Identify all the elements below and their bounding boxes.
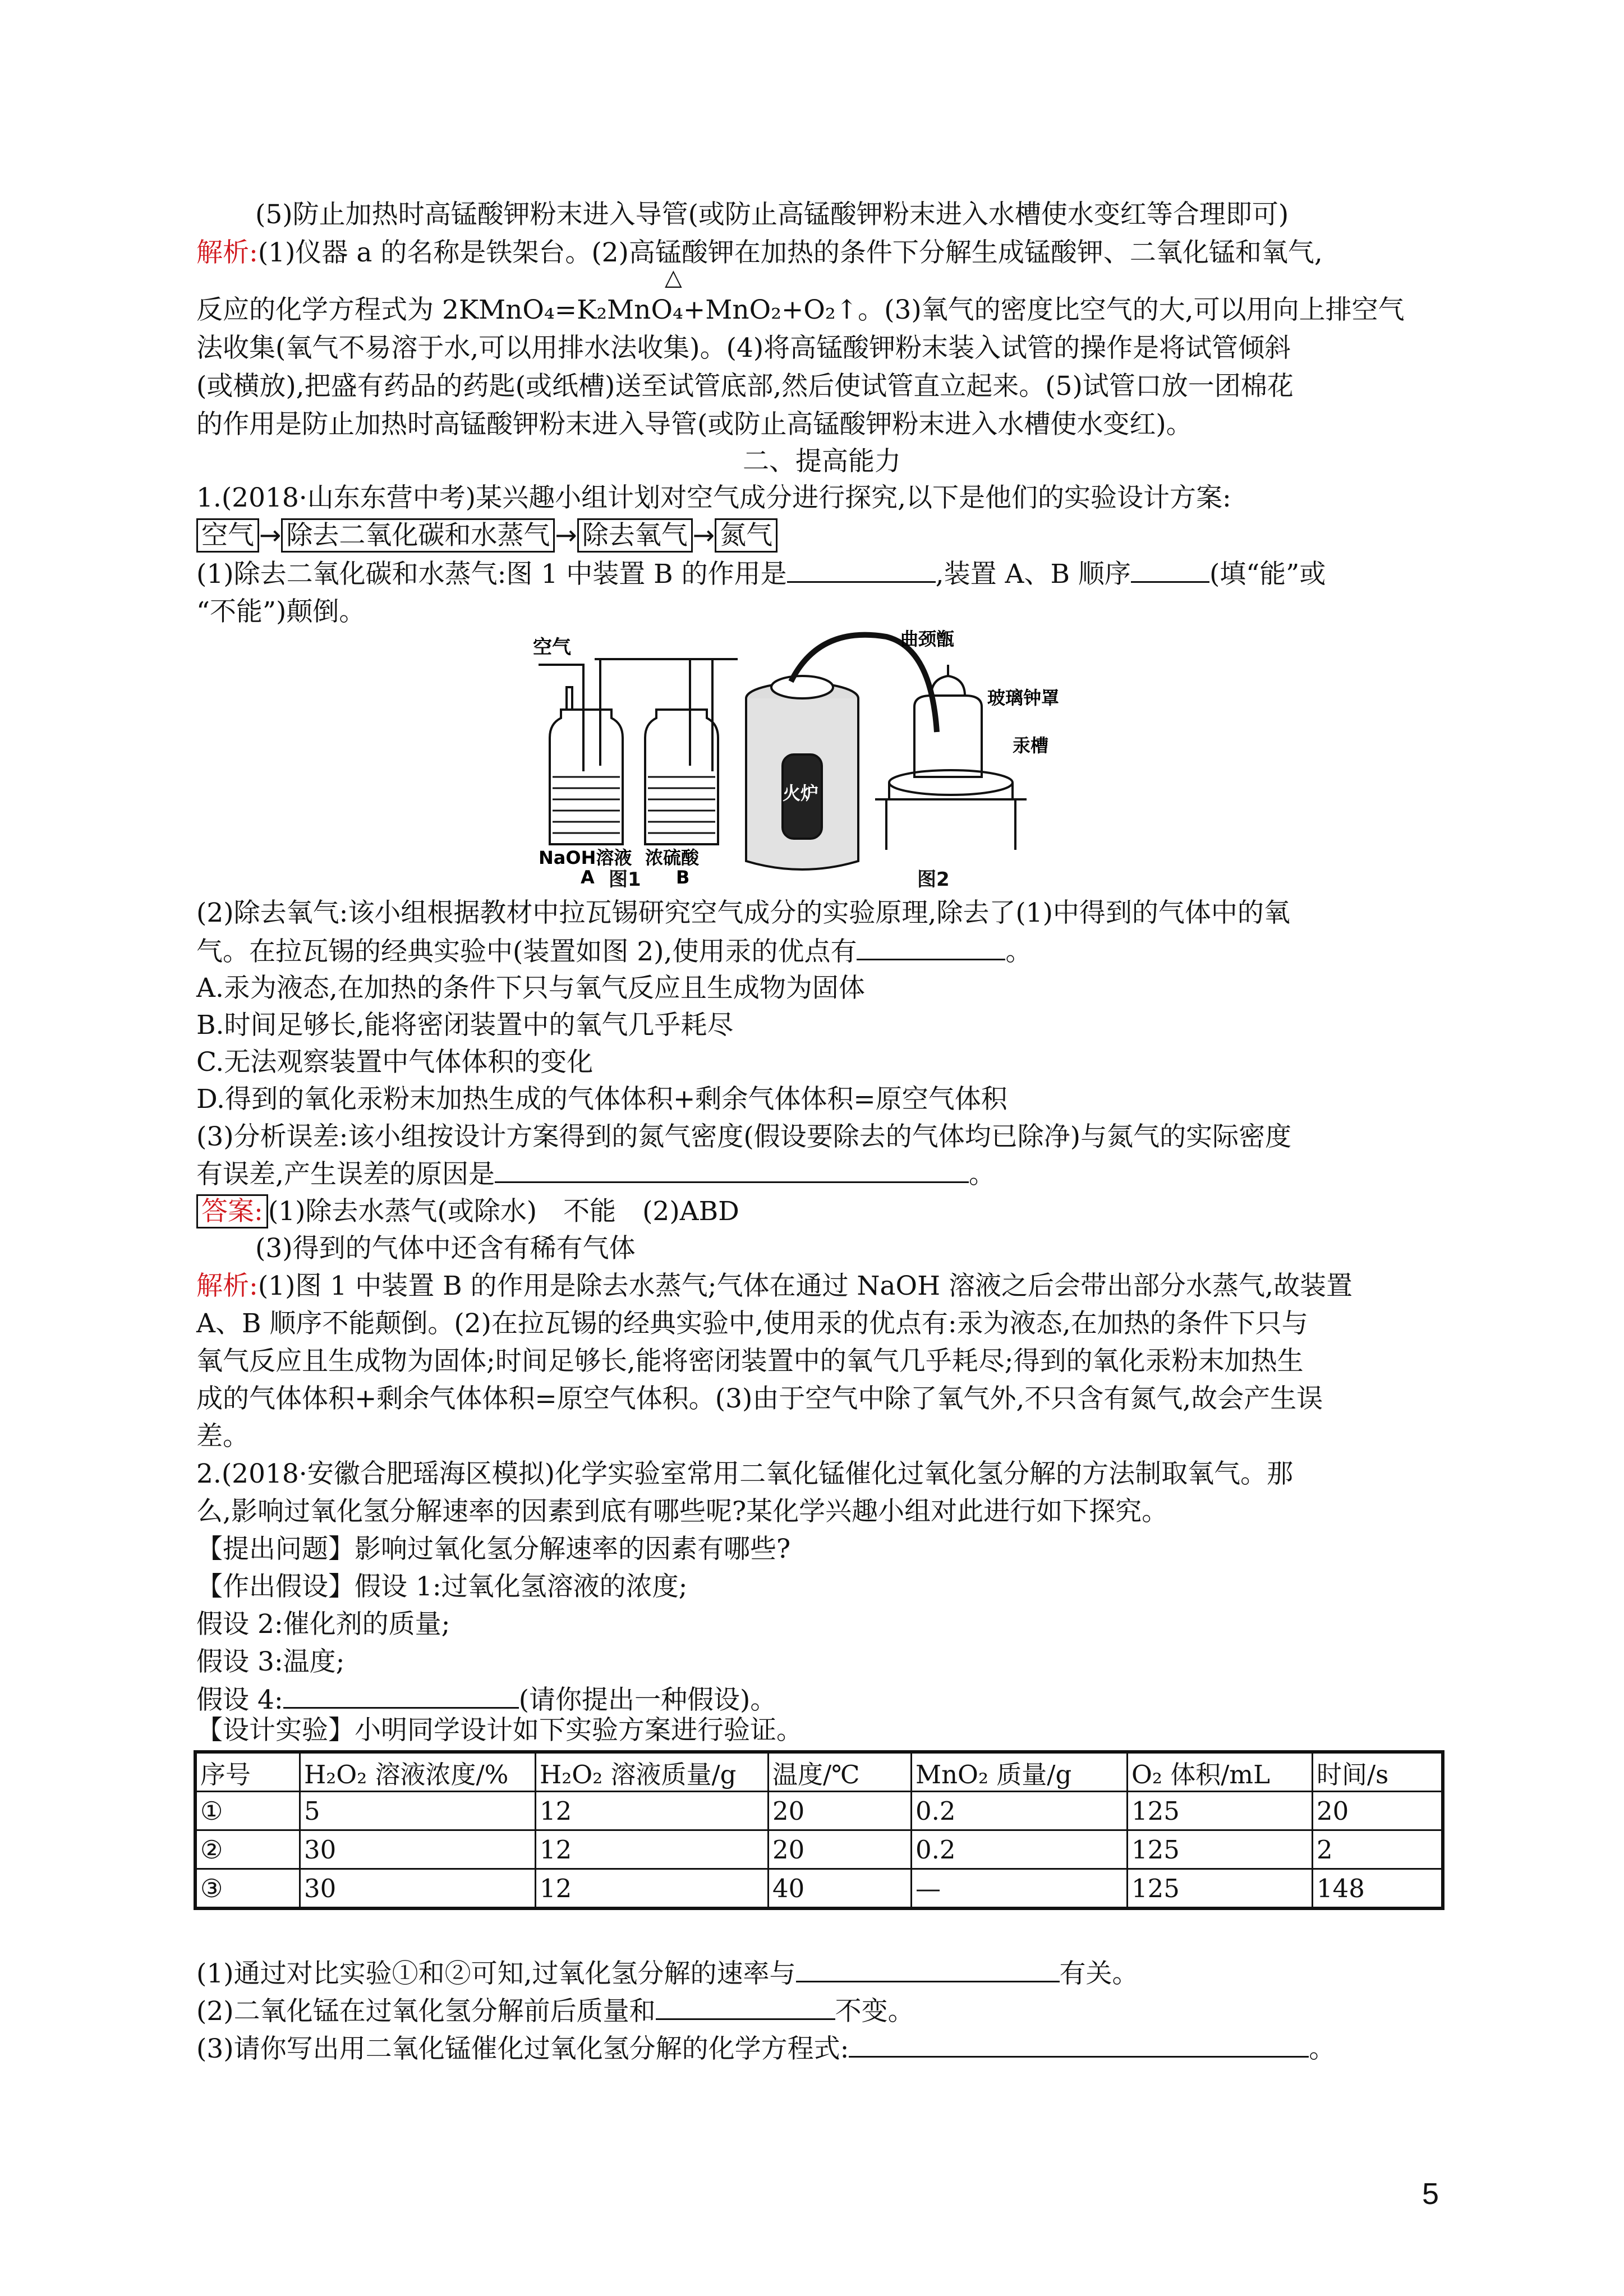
arrow-icon: → — [259, 520, 282, 551]
table-cell: 20 — [769, 1792, 912, 1830]
text-line: 法收集(氧气不易溶于水,可以用排水法收集)。(4)将高锰酸钾粉末装入试管的操作是将试管倾斜 — [196, 333, 1291, 364]
table-cell: ② — [195, 1830, 300, 1869]
answer-blank[interactable] — [849, 2030, 1309, 2058]
answer-blank[interactable] — [495, 1156, 969, 1183]
table-header: 时间/s — [1313, 1752, 1443, 1792]
table-cell: 20 — [769, 1830, 912, 1869]
table-cell: 40 — [769, 1869, 912, 1909]
text-line: 【设计实验】小明同学设计如下实验方案进行验证。 — [196, 1715, 803, 1746]
text-line: 差。 — [196, 1421, 249, 1452]
figure-1-caption: 图1 — [609, 868, 641, 891]
text-line: (5)防止加热时高锰酸钾粉末进入导管(或防止高锰酸钾粉末进入水槽使水变红等合理即可) — [255, 199, 1289, 230]
text-part: (1)除去二氧化碳和水蒸气:图 1 中装置 B 的作用是 — [196, 559, 787, 590]
arrow-icon: → — [555, 520, 577, 551]
text-part: (请你提出一种假设)。 — [518, 1685, 777, 1715]
label-naoh: NaOH溶液 — [539, 847, 632, 868]
table-row — [195, 1830, 1443, 1869]
table-header: MnO₂ 质量/g — [912, 1752, 1128, 1792]
answer-label: 答案: — [196, 1194, 268, 1228]
text-line: 反应的化学方程式为 2KMnO₄=K₂MnO₄+MnO₂+O₂↑。(3)氧气的密度比空气的大,可以用向上排空气 — [196, 295, 1405, 325]
text-part: 不变。 — [835, 1996, 914, 2027]
table-header: O₂ 体积/mL — [1128, 1752, 1313, 1792]
text-line: (或横放),把盛有药品的药匙(或纸槽)送至试管底部,然后使试管直立起来。(5)试管口放一团棉花 — [196, 371, 1294, 402]
heat-symbol: △ — [665, 265, 682, 291]
flow-step-nitrogen: 氮气 — [715, 518, 778, 553]
table-cell: 5 — [300, 1792, 536, 1830]
text-part: ,装置 A、B 顺序 — [935, 559, 1131, 590]
table-cell: 12 — [536, 1830, 769, 1869]
table-header-row — [195, 1752, 1443, 1792]
question-1: 1.(2018·山东东营中考)某兴趣小组计划对空气成分进行探究,以下是他们的实验设计方案: — [196, 482, 1231, 513]
table-cell: 12 — [536, 1869, 769, 1909]
table-cell: — — [912, 1869, 1128, 1909]
question-1-3 — [196, 1156, 1447, 1193]
text-line: 氧气反应且生成物为固体;时间足够长,能将密闭装置中的氧气几乎耗尽;得到的氧化汞粉末加热生 — [196, 1346, 1304, 1377]
table-cell: 0.2 — [912, 1830, 1128, 1869]
analysis-text: (1)仪器 a 的名称是铁架台。(2)高锰酸钾在加热的条件下分解生成锰酸钾、二氧化锰和氧气, — [257, 237, 1323, 268]
answer-blank[interactable] — [787, 555, 936, 583]
text-line: 假设 3:温度; — [196, 1646, 345, 1677]
text-part: 气。在拉瓦锡的经典实验中(装置如图 2),使用汞的优点有 — [196, 936, 857, 967]
table-cell: 2 — [1313, 1830, 1443, 1869]
table-cell: 125 — [1128, 1830, 1313, 1869]
text-part: (2)二氧化锰在过氧化氢分解前后质量和 — [196, 1996, 656, 2027]
text-part: 。 — [968, 1159, 995, 1190]
figure-2-caption: 图2 — [917, 868, 950, 891]
option-b: B.时间足够长,能将密闭装置中的氧气几乎耗尽 — [196, 1010, 734, 1041]
table-cell: ③ — [195, 1869, 300, 1909]
question-2-3 — [196, 2030, 1447, 2068]
label-a: A — [581, 867, 595, 888]
table-header: H₂O₂ 溶液浓度/% — [300, 1752, 536, 1792]
page-number: 5 — [1421, 2177, 1439, 2211]
option-a: A.汞为液态,在加热的条件下只与氧气反应且生成物为固体 — [196, 973, 865, 1004]
label-acid: 浓硫酸 — [645, 847, 700, 868]
option-d: D.得到的氧化汞粉末加热生成的气体体积+剩余气体体积=原空气体积 — [196, 1084, 1007, 1115]
label-trough: 汞槽 — [1013, 735, 1049, 756]
table-row — [195, 1792, 1443, 1830]
table-cell: 125 — [1128, 1792, 1313, 1830]
text-line: 的作用是防止加热时高锰酸钾粉末进入导管(或防止高锰酸钾粉末进入水槽使水变红)。 — [196, 409, 1193, 440]
text-part: (3)请你写出用二氧化锰催化过氧化氢分解的化学方程式: — [196, 2033, 849, 2064]
arrow-icon: → — [692, 520, 715, 551]
text-line: 【作出假设】假设 1:过氧化氢溶液的浓度; — [196, 1571, 688, 1602]
label-bell-jar: 玻璃钟罩 — [987, 687, 1060, 708]
answer-text: (1)除去水蒸气(或除水) 不能 (2)ABD — [268, 1196, 739, 1227]
question-2: 2.(2018·安徽合肥瑶海区模拟)化学实验室常用二氧化锰催化过氧化氢分解的方法制取氧气。那 — [196, 1458, 1294, 1489]
text-line: 【提出问题】影响过氧化氢分解速率的因素有哪些? — [196, 1534, 791, 1565]
text-line: 假设 2:催化剂的质量; — [196, 1609, 450, 1640]
text-line: (3)分析误差:该小组按设计方案得到的氮气密度(假设要除去的气体均已除净)与氮气的实际密度 — [196, 1121, 1292, 1152]
option-c: C.无法观察装置中气体体积的变化 — [196, 1047, 594, 1078]
question-1-2 — [196, 933, 1447, 970]
answer-blank[interactable] — [283, 1681, 519, 1709]
table-cell: 30 — [300, 1869, 536, 1909]
table-row — [195, 1869, 1443, 1909]
question-2-2 — [196, 1993, 1447, 2030]
text-part: 假设 4: — [196, 1685, 283, 1715]
text-part: 。 — [1309, 2033, 1336, 2064]
table-cell: 148 — [1313, 1869, 1443, 1909]
text-line: A、B 顺序不能颠倒。(2)在拉瓦锡的经典实验中,使用汞的优点有:汞为液态,在加热的条件下只与 — [196, 1308, 1308, 1339]
table-cell: 20 — [1313, 1792, 1443, 1830]
table-header: H₂O₂ 溶液质量/g — [536, 1752, 769, 1792]
label-furnace: 火炉 — [783, 783, 819, 804]
table-cell: 12 — [536, 1792, 769, 1830]
label-air: 空气 — [533, 636, 571, 659]
label-retort: 曲颈甑 — [900, 628, 955, 650]
table-cell: 125 — [1128, 1869, 1313, 1909]
text-line: 成的气体体积+剩余气体体积=原空气体积。(3)由于空气中除了氧气外,不只含有氮气,故会产生误 — [196, 1383, 1323, 1414]
table-cell: 0.2 — [912, 1792, 1128, 1830]
answer-text: (3)得到的气体中还含有稀有气体 — [255, 1233, 636, 1264]
experiment-table — [194, 1750, 1444, 1910]
text-part: 。 — [1005, 936, 1032, 967]
answer-line — [196, 1193, 1447, 1230]
text-part: 有关。 — [1059, 1958, 1139, 1989]
table-header: 序号 — [195, 1752, 300, 1792]
answer-blank[interactable] — [796, 1955, 1060, 1982]
question-2-1 — [196, 1955, 1447, 1993]
text-part: (填“能”或 — [1209, 559, 1326, 590]
table-cell: 30 — [300, 1830, 536, 1869]
label-b: B — [676, 867, 690, 888]
flow-step-air: 空气 — [196, 518, 259, 553]
analysis-label: 解析: — [196, 237, 258, 268]
text-line: 么,影响过氧化氢分解速率的因素到底有哪些呢?某化学兴趣小组对此进行如下探究。 — [196, 1496, 1168, 1527]
flow-diagram — [196, 517, 1447, 554]
analysis-label: 解析: — [196, 1271, 258, 1301]
answer-blank[interactable] — [857, 933, 1005, 960]
analysis-text: (1)图 1 中装置 B 的作用是除去水蒸气;气体在通过 NaOH 溶液之后会带出部分水蒸气,故装置 — [257, 1271, 1352, 1301]
analysis-line — [196, 1268, 1447, 1305]
table-header: 温度/℃ — [769, 1752, 912, 1792]
table-cell: ① — [195, 1792, 300, 1830]
section-heading: 二、提高能力 — [743, 446, 901, 477]
flow-step-remove-co2: 除去二氧化碳和水蒸气 — [281, 518, 555, 553]
text-line: “不能”)颠倒。 — [196, 596, 366, 627]
answer-blank[interactable] — [1131, 555, 1209, 583]
flow-step-remove-o2: 除去氧气 — [577, 518, 693, 553]
apparatus-figure — [527, 625, 1088, 889]
question-1-1 — [196, 555, 1447, 593]
text-part: 有误差,产生误差的原因是 — [196, 1159, 495, 1190]
text-line: (2)除去氧气:该小组根据教材中拉瓦锡研究空气成分的实验原理,除去了(1)中得到的气体中的氧 — [196, 898, 1290, 928]
text-part: (1)通过对比实验①和②可知,过氧化氢分解的速率与 — [196, 1958, 796, 1989]
answer-blank[interactable] — [656, 1993, 835, 2020]
